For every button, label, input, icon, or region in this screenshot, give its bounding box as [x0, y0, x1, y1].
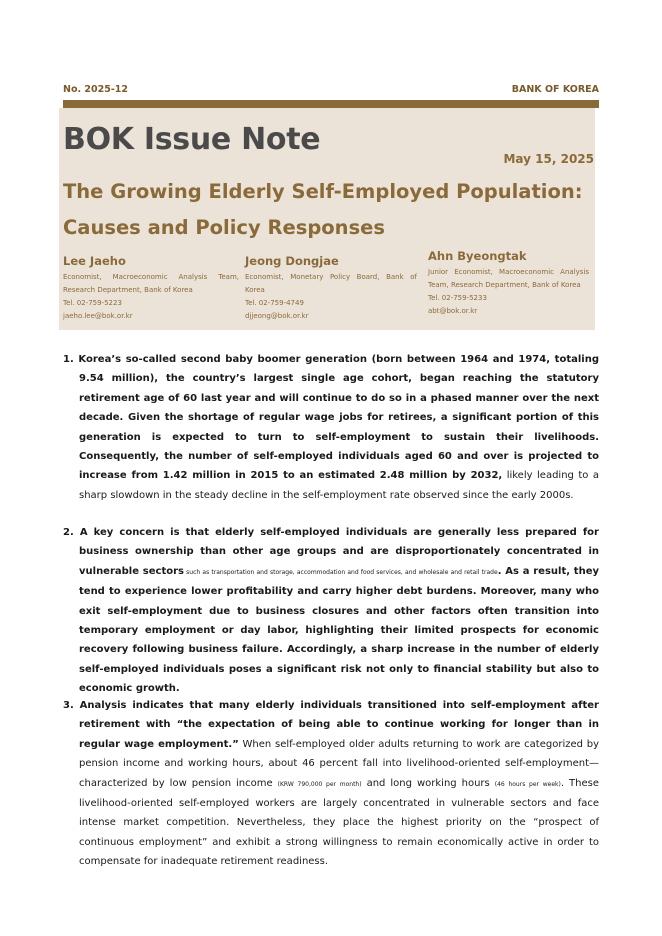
- document-title: The Growing Elderly Self-Employed Population: Causes and Policy Responses: [63, 180, 583, 239]
- author-name: Lee Jaeho: [63, 254, 126, 268]
- paragraph-bold-text: 1. Korea’s so-called second baby boomer generation (born between 1964 and 1974, totaling 9.54 million), the country’s largest single age cohort, began reaching the statutory retirement age of 60 last year and will continue to do so in a phased manner over the next decade. Given the shortage of regular wage jobs for retirees, a significant portion of this generation is expected to turn to self-employment to sustain their livelihoods. Consequently, the number of self-employed individuals aged 60 and over is projected to increase from 1.42 million in 2015 to an estimated 2.48 million by 2032,: [63, 354, 599, 482]
- author-tel: Tel. 02-759-5233: [428, 294, 487, 302]
- paragraph-small-text: (46 hours per week): [494, 780, 561, 788]
- author-name: Jeong Dongjae: [245, 254, 339, 268]
- paragraph-text: likely leading to a sharp slowdown in the steady decline in the self-employment rate observed since the early 2000s.: [79, 470, 599, 501]
- series-title: BOK Issue Note: [63, 122, 321, 157]
- paragraph-small-text: such as transportation and storage, accommodation and food services, and wholesale and retail trade: [183, 568, 498, 576]
- summary-paragraph-1: [63, 350, 599, 505]
- paragraph-bold-text: 3. Analysis indicates that many elderly individuals transitioned into self-employment after retirement with “the expectation of being able to continue working for longer than in regular wage employment.”: [63, 700, 599, 750]
- header-divider-bar: [63, 100, 599, 108]
- author-email: djjeong@bok.or.kr: [245, 312, 309, 320]
- document-top-line: [63, 84, 599, 95]
- paragraph-text: When self-employed older adults returning to work are categorized by pension income and working hours, about 46 percent fall into livelihood-oriented self-employment—characterized by low pension income: [79, 738, 600, 789]
- author-email: jaeho.lee@bok.or.kr: [63, 312, 133, 320]
- author-card: [63, 254, 239, 323]
- author-card: [245, 254, 417, 323]
- publisher-name: BANK OF KOREA: [511, 84, 599, 95]
- issue-number: No. 2025-12: [63, 84, 128, 95]
- paragraph-text: . These livelihood-oriented self-employed workers are largely concentrated in vulnerable sectors and face intense market competition. Nevertheless, they place the highest priority on the “prospect of continuous employment” and exhibit a strong willingness to remain economically active in order to compensate for inadequate retirement readiness.: [79, 777, 599, 868]
- publication-date: May 15, 2025: [503, 152, 594, 166]
- paragraph-bold-text: . As a result, they tend to experience lower profitability and carry higher debt burdens. Moreover, many who exit self-employment due to business closures and other factors often transition into temporary employment or day labor, highlighting their limited prospects for economic recovery following business failure. Accordingly, a sharp increase in the number of elderly self-employed individuals poses a significant risk not only to financial stability but also to economic growth.: [79, 565, 600, 695]
- paragraph-small-text: (KRW 790,000 per month): [277, 780, 362, 788]
- author-role: Junior Economist, Macroeconomic Analysis Team, Research Department, Bank of Korea: [428, 268, 589, 289]
- author-tel: Tel. 02-759-4749: [245, 299, 304, 307]
- author-tel: Tel. 02-759-5223: [63, 299, 122, 307]
- summary-paragraph-2: [63, 523, 599, 699]
- author-name: Ahn Byeongtak: [428, 249, 527, 263]
- paragraph-text: and long working hours: [361, 777, 495, 789]
- author-email: abt@bok.or.kr: [428, 307, 478, 315]
- summary-paragraph-3: [63, 696, 599, 872]
- author-role: Economist, Monetary Policy Board, Bank of Korea: [245, 273, 417, 294]
- author-card: [428, 249, 589, 318]
- author-role: Economist, Macroeconomic Analysis Team, Research Department, Bank of Korea: [63, 273, 239, 294]
- paragraph-bold-text: 2. A key concern is that elderly self-employed individuals are generally less prepared for business ownership than other age groups and are disproportionately concentrated in vulnerable sectors: [63, 527, 599, 577]
